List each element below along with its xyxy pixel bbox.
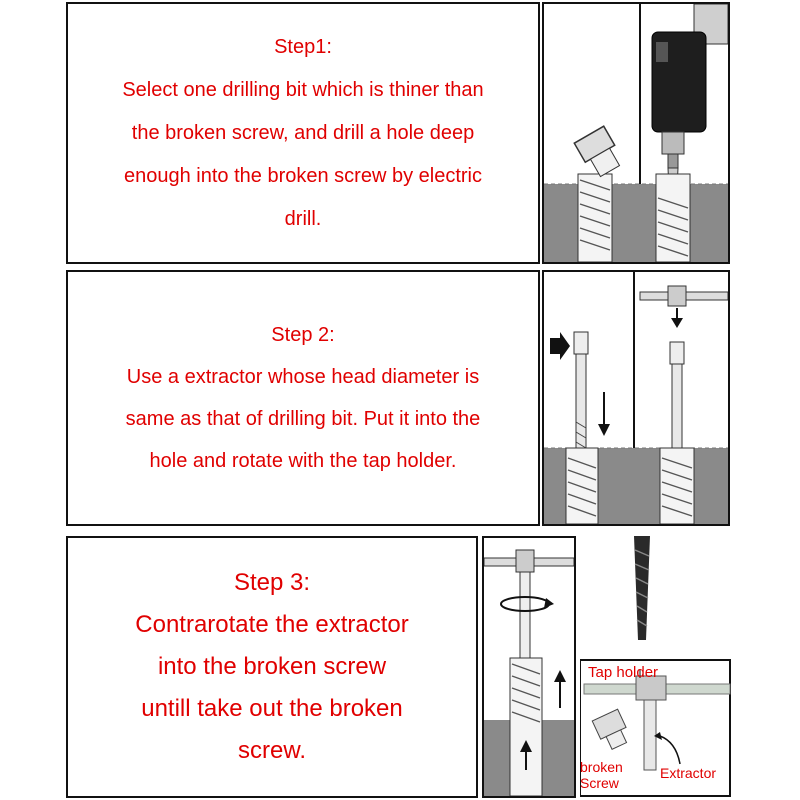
label-screw: Screw xyxy=(580,775,619,791)
step3-illustration-right xyxy=(580,536,732,798)
step1-panel xyxy=(66,2,540,264)
pointer-arrow-icon xyxy=(550,332,570,360)
step3-line-3: untill take out the broken xyxy=(141,695,403,722)
step2-illustration xyxy=(542,270,730,526)
step3-panel xyxy=(66,536,478,798)
step1-line-2: the broken screw, and drill a hole deep xyxy=(131,121,475,144)
step1-line-4: drill. xyxy=(284,207,322,230)
step3-line-2: into the broken screw xyxy=(157,653,387,680)
step1-line-1: Select one drilling bit which is thiner than xyxy=(122,78,484,101)
step2-text xyxy=(68,272,538,524)
step3-heading: Step 3: xyxy=(233,569,311,596)
step2-line-2: same as that of drilling bit. Put it into the xyxy=(125,408,481,430)
step2-line-3: hole and rotate with the tap holder. xyxy=(149,450,457,472)
step2-heading: Step 2: xyxy=(271,324,335,346)
step1-heading: Step1: xyxy=(274,35,332,58)
step3-illustration-middle xyxy=(482,536,576,798)
step1-line-3: enough into the broken screw by electric xyxy=(124,164,482,187)
label-extractor: Extractor xyxy=(660,765,717,781)
step3-line-1: Contrarotate the extractor xyxy=(135,611,409,638)
step1-text xyxy=(68,4,538,262)
label-tap-holder: Tap holder xyxy=(588,664,659,681)
step2-line-1: Use a extractor whose head diameter is xyxy=(126,366,480,388)
extractor-bit xyxy=(634,536,650,640)
step2-panel xyxy=(66,270,540,526)
step1-ground xyxy=(544,184,728,262)
label-broken: broken xyxy=(580,759,623,775)
step3-line-4: screw. xyxy=(237,737,306,764)
step1-illustration xyxy=(542,2,730,264)
step3-text xyxy=(68,538,476,796)
